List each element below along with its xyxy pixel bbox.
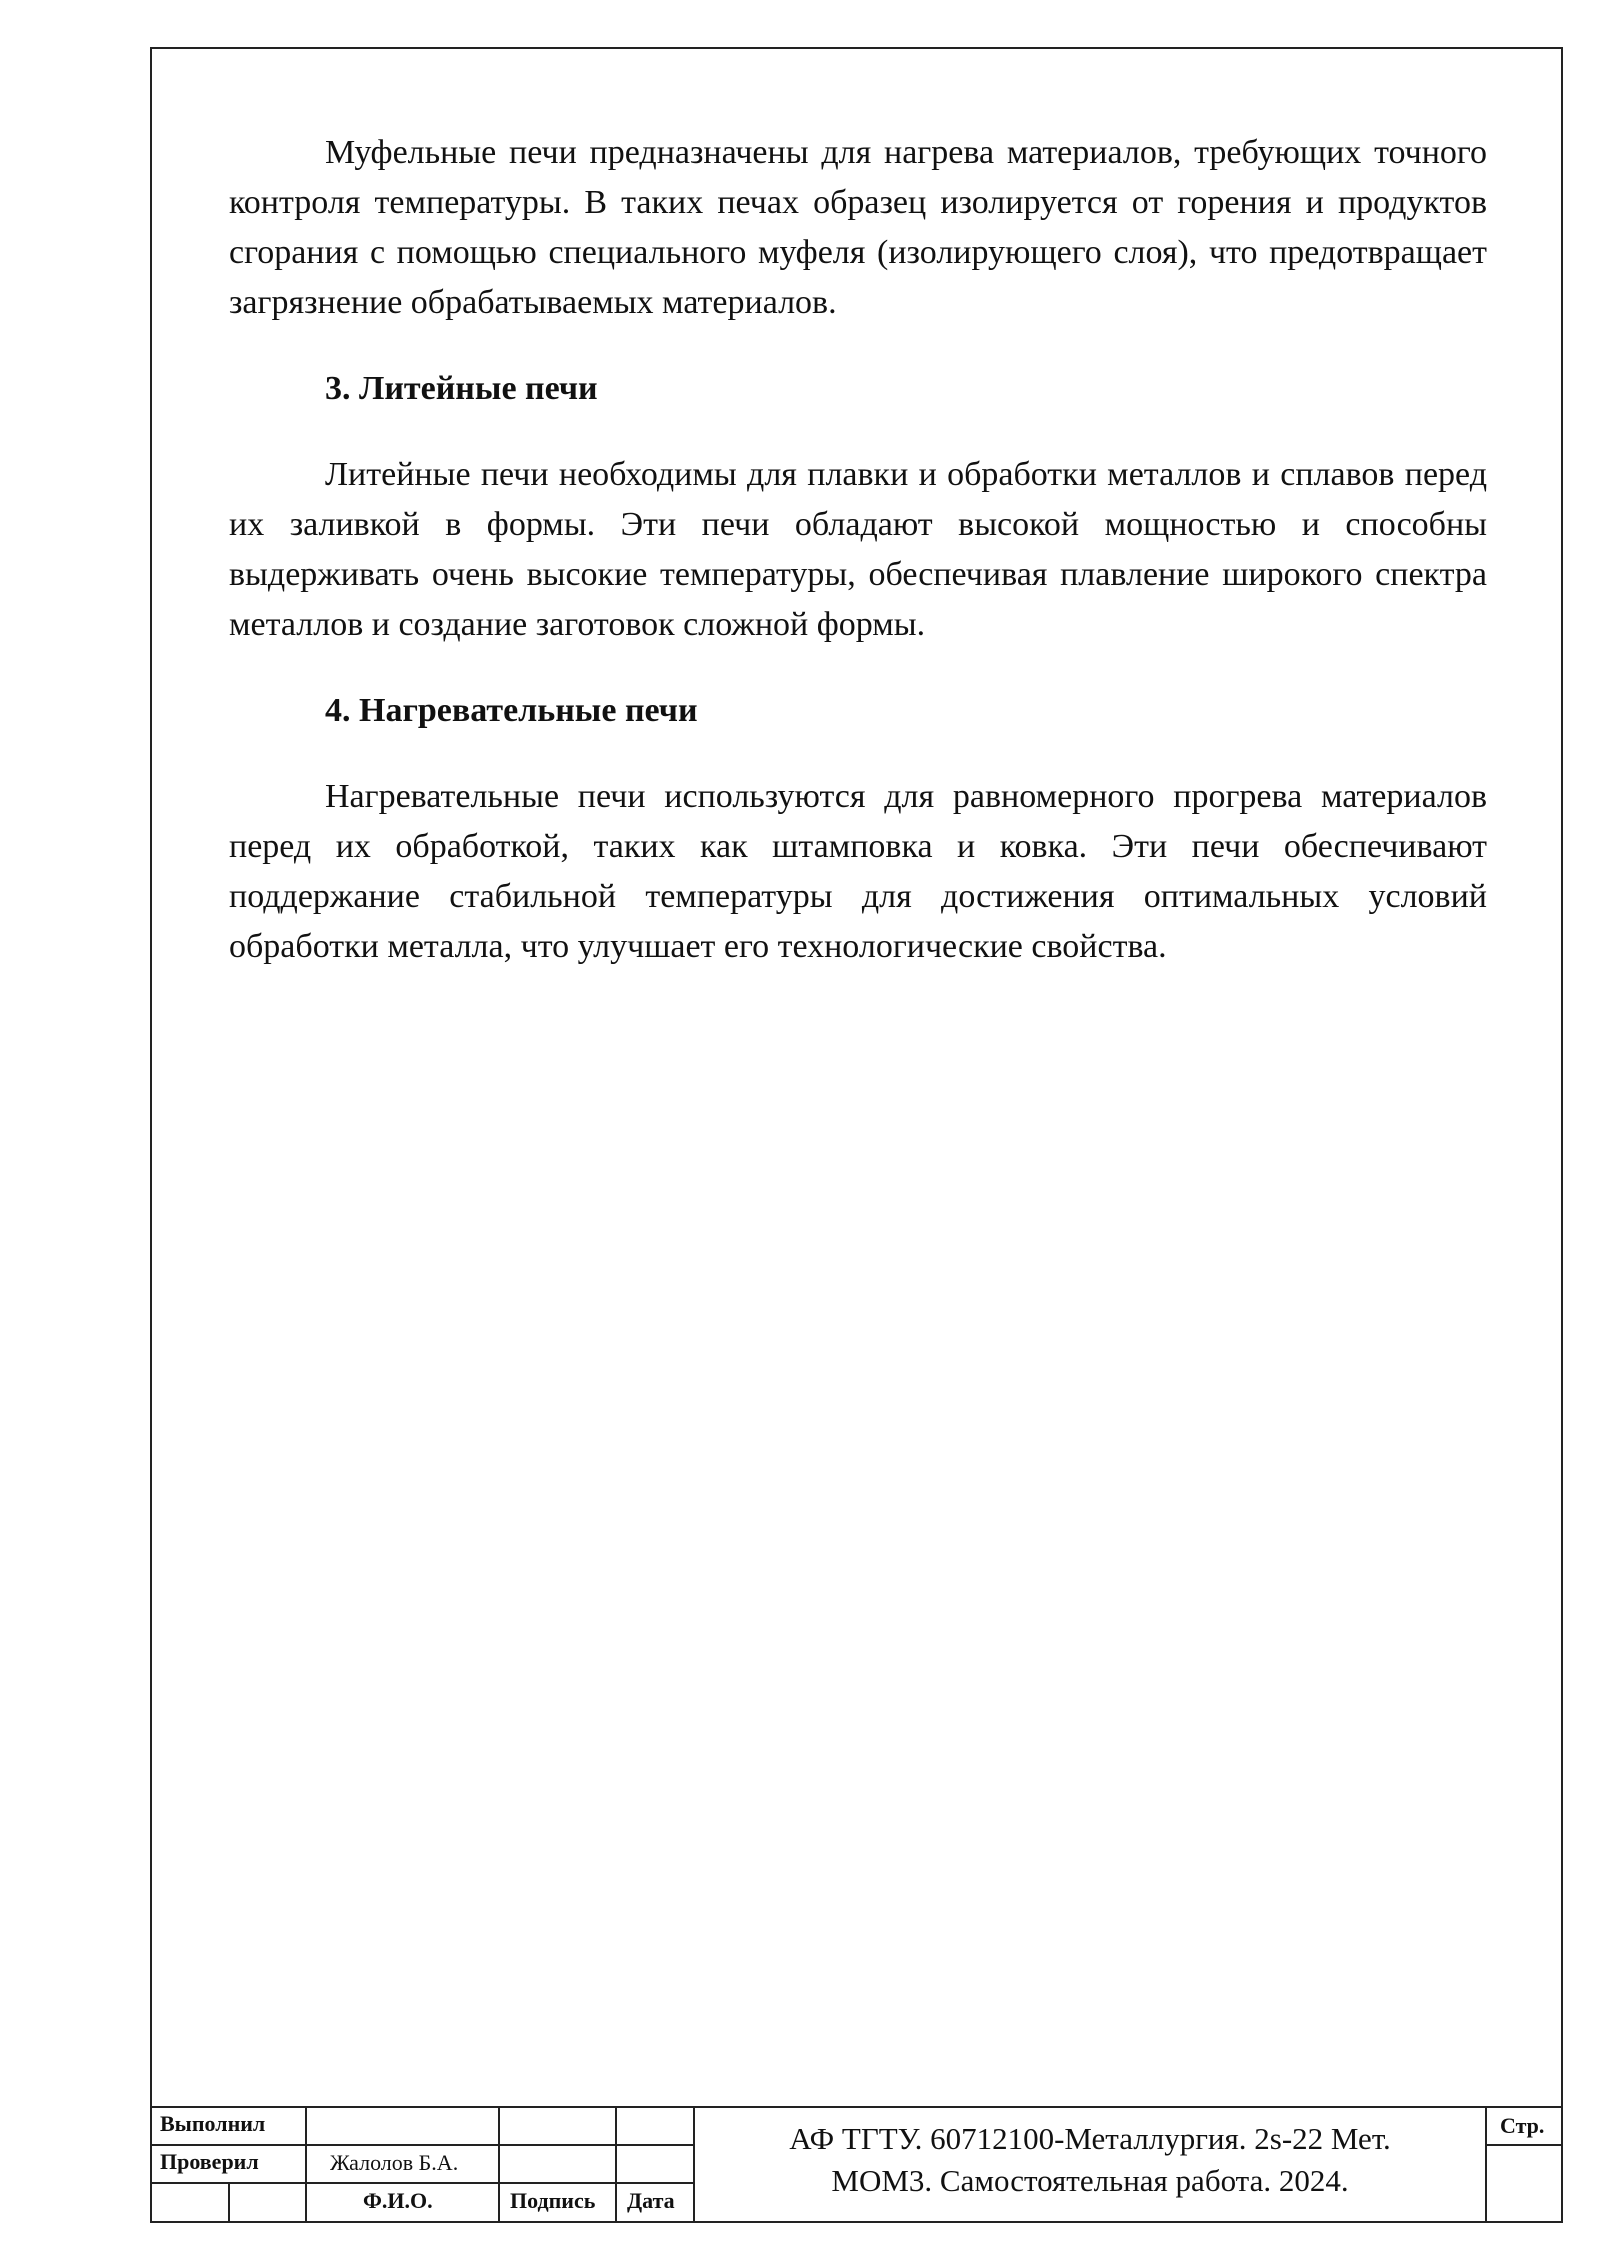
stamp-fio-label: Ф.И.О. <box>363 2188 433 2213</box>
stamp-title-line-1: АФ ТГТУ. 60712100-Металлургия. 2s-22 Мет. <box>789 2121 1391 2156</box>
stamp-checked-label: Проверил <box>160 2149 259 2174</box>
document-body <box>229 128 1487 972</box>
stamp-top-border <box>150 2106 1563 2108</box>
paragraph-foundry-furnaces: Литейные печи необходимы для плавки и обработки металлов и сплавов перед их заливкой в формы. Эти печи обладают высокой мощностью и способны выдерживать очень высокие температуры, обеспечивая плавление широкого спектра металлов и создание заготовок сложной формы. <box>229 456 1487 643</box>
heading-heating-furnaces: 4. Нагревательные печи <box>325 692 698 729</box>
stamp-vline-b <box>305 2106 307 2223</box>
stamp-date-label: Дата <box>627 2188 675 2213</box>
paragraph-heating-furnaces: Нагревательные печи используются для равномерного прогрева материалов перед их обработкой, таких как штамповка и ковка. Эти печи обеспечивают поддержание стабильной температуры для достижения оптимальных условий обработки металла, что улучшает его технологические свойства. <box>229 778 1487 965</box>
stamp-row-divider-1 <box>150 2144 695 2146</box>
heading-foundry-furnaces: 3. Литейные печи <box>325 370 598 407</box>
stamp-checked-name: Жалолов Б.А. <box>330 2150 459 2175</box>
stamp-row-divider-2 <box>150 2182 695 2184</box>
stamp-signature-label: Подпись <box>510 2188 596 2213</box>
stamp-page-label: Стр. <box>1500 2113 1545 2138</box>
stamp-vline-c <box>498 2106 500 2223</box>
title-block <box>150 2106 1563 2223</box>
stamp-vline-a <box>228 2182 230 2223</box>
stamp-document-title <box>695 2118 1485 2202</box>
stamp-page-divider <box>1485 2144 1563 2146</box>
stamp-title-line-2: MOM3. Самостоятельная работа. 2024. <box>831 2163 1349 2198</box>
stamp-vline-d <box>615 2106 617 2223</box>
paragraph-muffle-furnaces: Муфельные печи предназначены для нагрева материалов, требующих точного контроля температуры. В таких печах образец изолируется от горения и продуктов сгорания с помощью специального муфеля (изолирующего слоя), что предотвращает загрязнение обрабатываемых материалов. <box>229 134 1487 321</box>
stamp-performed-label: Выполнил <box>160 2111 266 2136</box>
stamp-vline-f <box>1485 2106 1487 2223</box>
